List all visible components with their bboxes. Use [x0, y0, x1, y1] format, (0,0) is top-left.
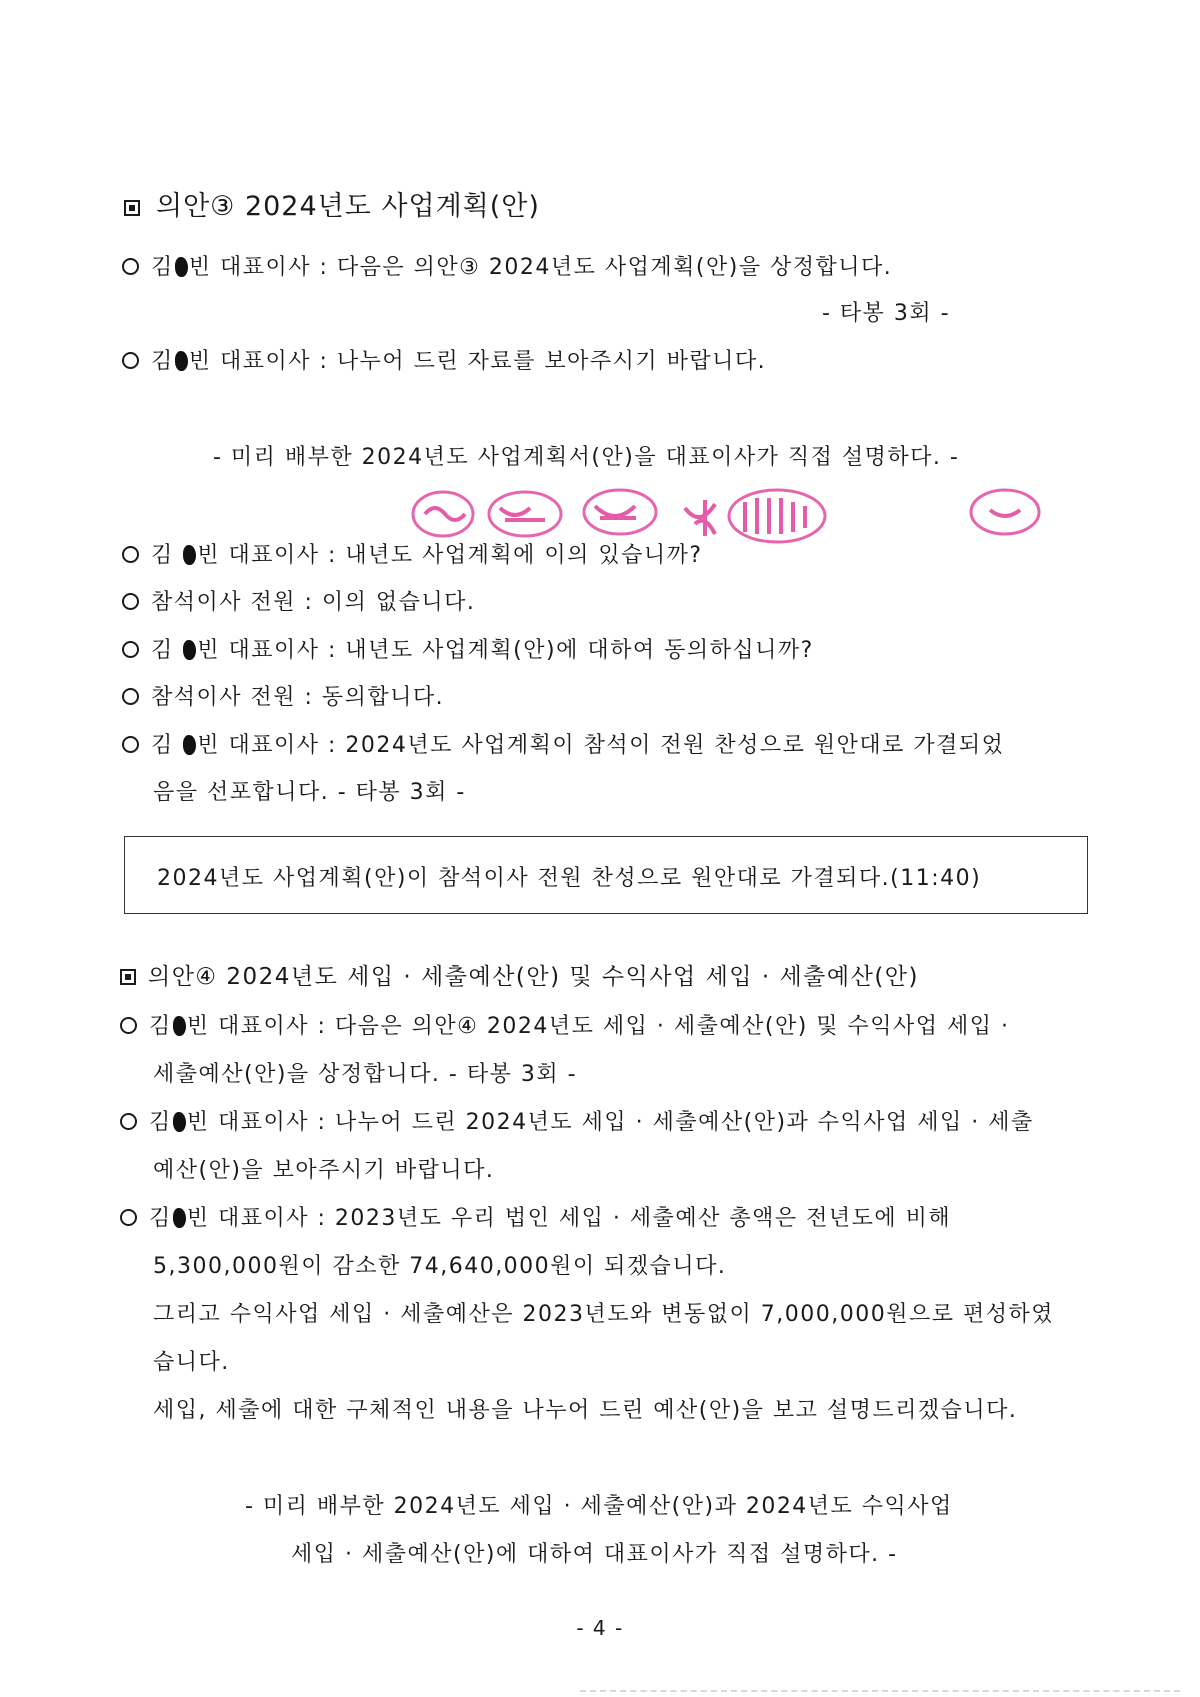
- agenda3-gavel-1: - 타봉 3회 -: [822, 301, 951, 326]
- agenda4-line1: 김 빈 대표이사 : 다음은 의안④ 2024년도 세입 · 세출예산(안) 및 수익사업 세입 ·: [120, 1012, 1010, 1042]
- square-bullet-icon: [120, 969, 136, 985]
- circle-bullet-icon: [122, 352, 139, 369]
- agenda3-line5: 김 빈 대표이사 : 내년도 사업계획에 이의 있습니까?: [122, 541, 703, 571]
- redaction-mark: [183, 545, 196, 565]
- agenda4-line2: 세출예산(안)을 상정합니다. - 타봉 3회 -: [153, 1062, 578, 1087]
- circle-bullet-icon: [120, 1209, 137, 1226]
- redaction-mark: [173, 1208, 186, 1228]
- circle-bullet-icon: [120, 1113, 137, 1130]
- circle-bullet-icon: [122, 736, 139, 753]
- agenda3-line7: 김 빈 대표이사 : 내년도 사업계획(안)에 대하여 동의하십니까?: [122, 636, 814, 666]
- agenda3-line10: 음을 선포합니다. - 타봉 3회 -: [153, 780, 466, 805]
- agenda4-line5: 김 빈 대표이사 : 2023년도 우리 법인 세입 · 세출예산 총액은 전년도에 비해: [120, 1204, 951, 1234]
- agenda3-line8: 참석이사 전원 : 동의합니다.: [122, 683, 444, 713]
- agenda4-line6: 5,300,000원이 감소한 74,640,000원이 되겠습니다.: [153, 1254, 727, 1279]
- circle-bullet-icon: [122, 546, 139, 563]
- square-bullet-icon: [124, 200, 140, 216]
- circle-bullet-icon: [122, 593, 139, 610]
- agenda4-line8: 습니다.: [153, 1350, 230, 1375]
- agenda3-explanation-note: - 미리 배부한 2024년도 사업계획서(안)을 대표이사가 직접 설명하다. -: [213, 445, 960, 470]
- agenda4-heading: 의안④ 2024년도 세입 · 세출예산(안) 및 수익사업 세입 · 세출예산(안): [120, 962, 919, 992]
- circle-bullet-icon: [122, 688, 139, 705]
- seal-stamps: [405, 488, 1065, 548]
- agenda3-line9: 김 빈 대표이사 : 2024년도 사업계획이 참석이 전원 찬성으로 원안대로 가결되었: [122, 731, 1004, 761]
- circle-bullet-icon: [122, 258, 139, 275]
- agenda4-line7: 그리고 수익사업 세입 · 세출예산은 2023년도와 변동없이 7,000,000원으로 편성하였: [153, 1302, 1054, 1327]
- resolution-text: 2024년도 사업계획(안)이 참석이사 전원 찬성으로 원안대로 가결되다.(11:40): [157, 866, 982, 891]
- redaction-mark: [183, 735, 196, 755]
- scan-artifact-line: [580, 1690, 1180, 1692]
- resolution-box: [124, 836, 1088, 914]
- circle-bullet-icon: [120, 1017, 137, 1034]
- redaction-mark: [175, 351, 188, 371]
- agenda4-line9: 세입, 세출에 대한 구체적인 내용을 나누어 드린 예산(안)을 보고 설명드리겠습니다.: [153, 1398, 1018, 1423]
- agenda4-explanation-note-1: - 미리 배부한 2024년도 세입 · 세출예산(안)과 2024년도 수익사업: [245, 1494, 953, 1519]
- circle-bullet-icon: [122, 641, 139, 658]
- agenda3-heading: 의안③ 2024년도 사업계획(안): [124, 192, 540, 222]
- agenda3-line6: 참석이사 전원 : 이의 없습니다.: [122, 588, 475, 618]
- agenda3-line3: 김 빈 대표이사 : 나누어 드린 자료를 보아주시기 바랍니다.: [122, 347, 766, 377]
- agenda4-explanation-note-2: 세입 · 세출예산(안)에 대하여 대표이사가 직접 설명하다. -: [291, 1542, 898, 1567]
- agenda3-line1: 김 빈 대표이사 : 다음은 의안③ 2024년도 사업계획(안)을 상정합니다.: [122, 253, 892, 283]
- redaction-mark: [173, 1016, 186, 1036]
- page-number: - 4 -: [576, 1616, 624, 1640]
- redaction-mark: [183, 640, 196, 660]
- redaction-mark: [173, 1112, 186, 1132]
- seal-stamps-svg: [405, 488, 1065, 548]
- redaction-mark: [175, 257, 188, 277]
- agenda4-line4: 예산(안)을 보아주시기 바랍니다.: [153, 1158, 495, 1183]
- agenda4-line3: 김 빈 대표이사 : 나누어 드린 2024년도 세입 · 세출예산(안)과 수익사업 세입 · 세출: [120, 1108, 1034, 1138]
